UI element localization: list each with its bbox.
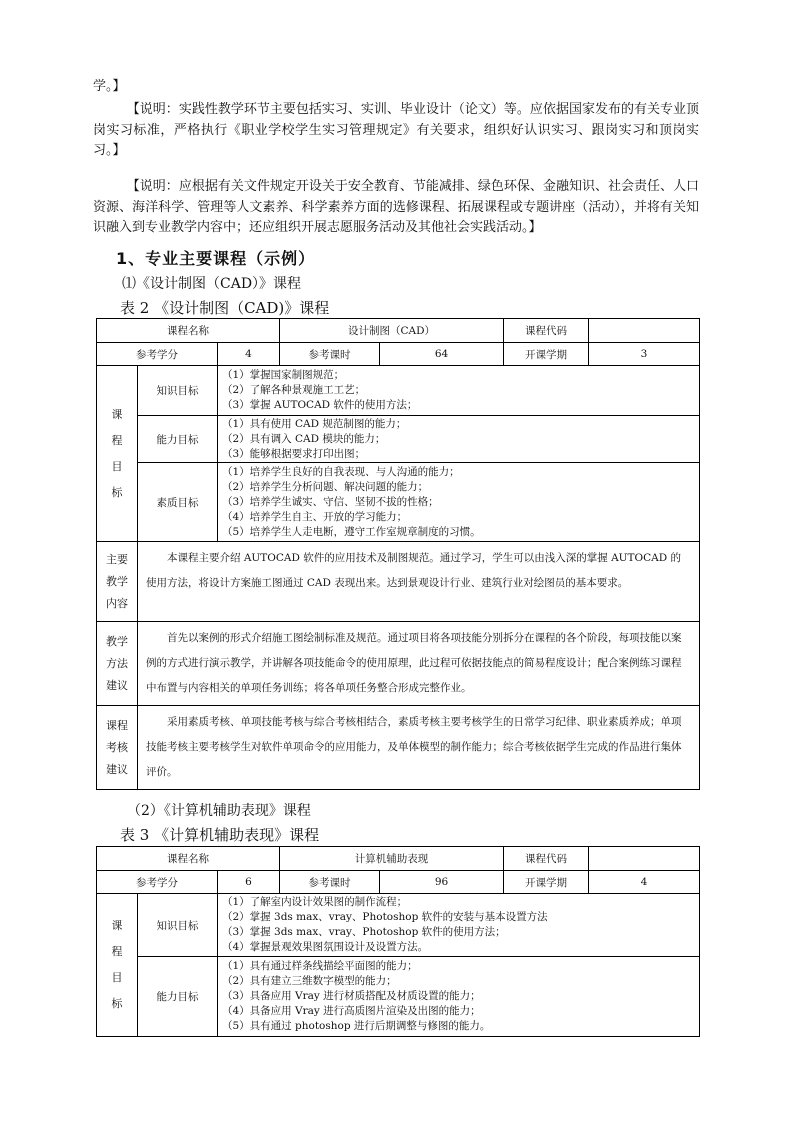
method-label	[97, 622, 138, 706]
label-line: 建议	[106, 678, 128, 692]
list-item: （3）具备应用 Vray 进行材质搭配及材质设置的能力；	[222, 990, 481, 1002]
knowledge-list	[218, 894, 700, 957]
intro-line0: 学。】	[93, 79, 126, 94]
ability-list	[218, 957, 700, 1037]
list-item: （4）具备应用 Vray 进行高质图片渲染及出图的能力；	[222, 1005, 481, 1017]
label-line: 考核	[106, 740, 128, 754]
course1-subtitle: ⑴《设计制图（CAD）》课程	[122, 276, 302, 292]
list-item: （2）培养学生分析问题、解决问题的能力；	[222, 480, 429, 493]
hours-value: 96	[380, 871, 504, 894]
goal-label-char: 程	[111, 945, 123, 958]
course2-table	[96, 846, 700, 1037]
list-item: （5）培养学生人走电断，遵守工作室规章制度的习惯。	[222, 525, 481, 538]
list-item: （1）了解室内设计效果图的制作流程；	[222, 896, 408, 908]
course-name-label: 课程名称	[97, 847, 280, 871]
hours-value: 64	[380, 343, 504, 366]
list-item: （2）具有建立三维数字模型的能力；	[222, 975, 397, 987]
goal-label-char: 标	[111, 485, 123, 499]
course1-table	[96, 318, 700, 790]
credit-label: 参考学分	[97, 871, 218, 894]
knowledge-label: 知识目标	[138, 894, 218, 957]
credit-value: 6	[218, 871, 280, 894]
list-item: （3）掌握 3ds max、vray、Photoshop 软件的使用方法；	[222, 926, 506, 938]
term-label: 开课学期	[504, 343, 589, 366]
quality-list	[218, 463, 700, 542]
label-line: 建议	[106, 762, 128, 776]
course-code-value	[589, 319, 700, 343]
list-item: （4）掌握景观效果图氛围设计及设置方法。	[222, 941, 429, 953]
ability-list	[218, 416, 700, 463]
method-text: 首先以案例的形式介绍施工图绘制标准及规范。通过项目将各项技能分别拆分在课程的各个阶段，每项技能以案例的方式进行演示教学，并讲解各项技能命令的使用原理，此过程可依据技能点的简易程度设计；配合案例练习课程中布置与内容相关的单项任务训练；将各单项任务整合形成完整作业。	[138, 622, 700, 706]
list-item: （3）能够根据要求打印出图；	[222, 447, 366, 460]
ability-label: 能力目标	[138, 416, 218, 463]
credit-value: 4	[218, 343, 280, 366]
label-line: 课程	[106, 718, 128, 732]
list-item: （1）掌握国家制图规范；	[222, 369, 345, 381]
goal-label-char: 课	[111, 919, 123, 932]
goal-label-char: 程	[111, 433, 123, 447]
list-item: （3）培养学生诚实、守信、坚韧不拔的性格；	[222, 495, 439, 508]
list-item: （5）具有通过 photoshop 进行后期调整与修图的能力。	[222, 1020, 491, 1032]
list-item: （1）具有使用 CAD 规范制图的能力；	[222, 417, 407, 430]
course2-caption: 表 3 《计算机辅助表现》课程	[120, 826, 320, 844]
course-code-label: 课程代码	[504, 319, 589, 343]
label-line: 主要	[106, 552, 128, 566]
term-value: 3	[589, 343, 700, 366]
label-line: 教学	[106, 574, 128, 588]
list-item: （2）了解各种景观施工工艺；	[222, 384, 366, 396]
hours-label: 参考课时	[280, 871, 380, 894]
course-name-value: 设计制图（CAD）	[280, 319, 504, 343]
assess-text: 采用素质考核、单项技能考核与综合考核相结合，素质考核主要考核学生的日常学习纪律、职业素质养成；单项技能考核主要考核学生对软件单项命令的应用能力，及单体模型的制作能力；综合考核依据学生完成的作品进行集体评价。	[138, 706, 700, 790]
list-item: （4）培养学生自主、开放的学习能力；	[222, 510, 408, 523]
note-electives: 【说明：应根据有关文件规定开设关于安全教育、节能减排、绿色环保、金融知识、社会责任、人口资源、海洋科学、管理等人文素养、科学素养方面的选修课程、拓展课程或专题讲座（活动），并将有关知识融入到专业教学内容中；还应组织开展志愿服务活动及其他社会实践活动。】	[93, 179, 699, 235]
course-code-label: 课程代码	[504, 847, 589, 871]
content-label	[97, 542, 138, 622]
term-value: 4	[589, 871, 700, 894]
goal-label-char: 目	[111, 971, 123, 984]
assess-label	[97, 706, 138, 790]
goal-label	[97, 366, 138, 542]
ability-label: 能力目标	[138, 957, 218, 1037]
section-title: 1、专业主要课程（示例）	[116, 249, 316, 268]
hours-label: 参考课时	[280, 343, 380, 366]
knowledge-label: 知识目标	[138, 366, 218, 416]
course-name-label: 课程名称	[97, 319, 280, 343]
list-item: （1）培养学生良好的自我表现、与人沟通的能力；	[222, 465, 460, 478]
knowledge-list	[218, 366, 700, 416]
list-item: （2）具有调入 CAD 模块的能力；	[222, 432, 386, 445]
list-item: （3）掌握 AUTOCAD 软件的使用方法；	[222, 399, 418, 411]
list-item: （1）具有通过样条线描绘平面图的能力；	[222, 960, 418, 972]
label-line: 教学	[106, 634, 128, 648]
term-label: 开课学期	[504, 871, 589, 894]
credit-label: 参考学分	[97, 343, 218, 366]
label-line: 方法	[106, 656, 128, 670]
goal-label-char: 课	[111, 407, 123, 421]
list-item: （2）掌握 3ds max、vray、Photoshop 软件的安装与基本设置方法	[222, 911, 548, 923]
goal-label-char: 目	[111, 459, 123, 473]
content-text: 本课程主要介绍 AUTOCAD 软件的应用技术及制图规范。通过学习，学生可以由浅入深的掌握 AUTOCAD 的使用方法，将设计方案施工图通过 CAD 表现出来。达到景观设计行业、建筑行业对绘图员的基本要求。	[138, 542, 700, 622]
course-name-value: 计算机辅助表现	[280, 847, 504, 871]
quality-label: 素质目标	[138, 463, 218, 542]
goal-label	[97, 894, 138, 1037]
course2-subtitle: （2）《计算机辅助表现》课程	[127, 803, 311, 819]
course-code-value	[589, 847, 700, 871]
course1-caption: 表 2 《设计制图（CAD)》课程	[120, 299, 330, 317]
note-practice: 【说明：实践性教学环节主要包括实习、实训、毕业设计（论文）等。应依据国家发布的有关专业顶岗实习标准，严格执行《职业学校学生实习管理规定》有关要求，组织好认识实习、跟岗实习和顶岗实习。】	[93, 102, 699, 158]
goal-label-char: 标	[111, 997, 123, 1010]
label-line: 内容	[106, 596, 128, 610]
